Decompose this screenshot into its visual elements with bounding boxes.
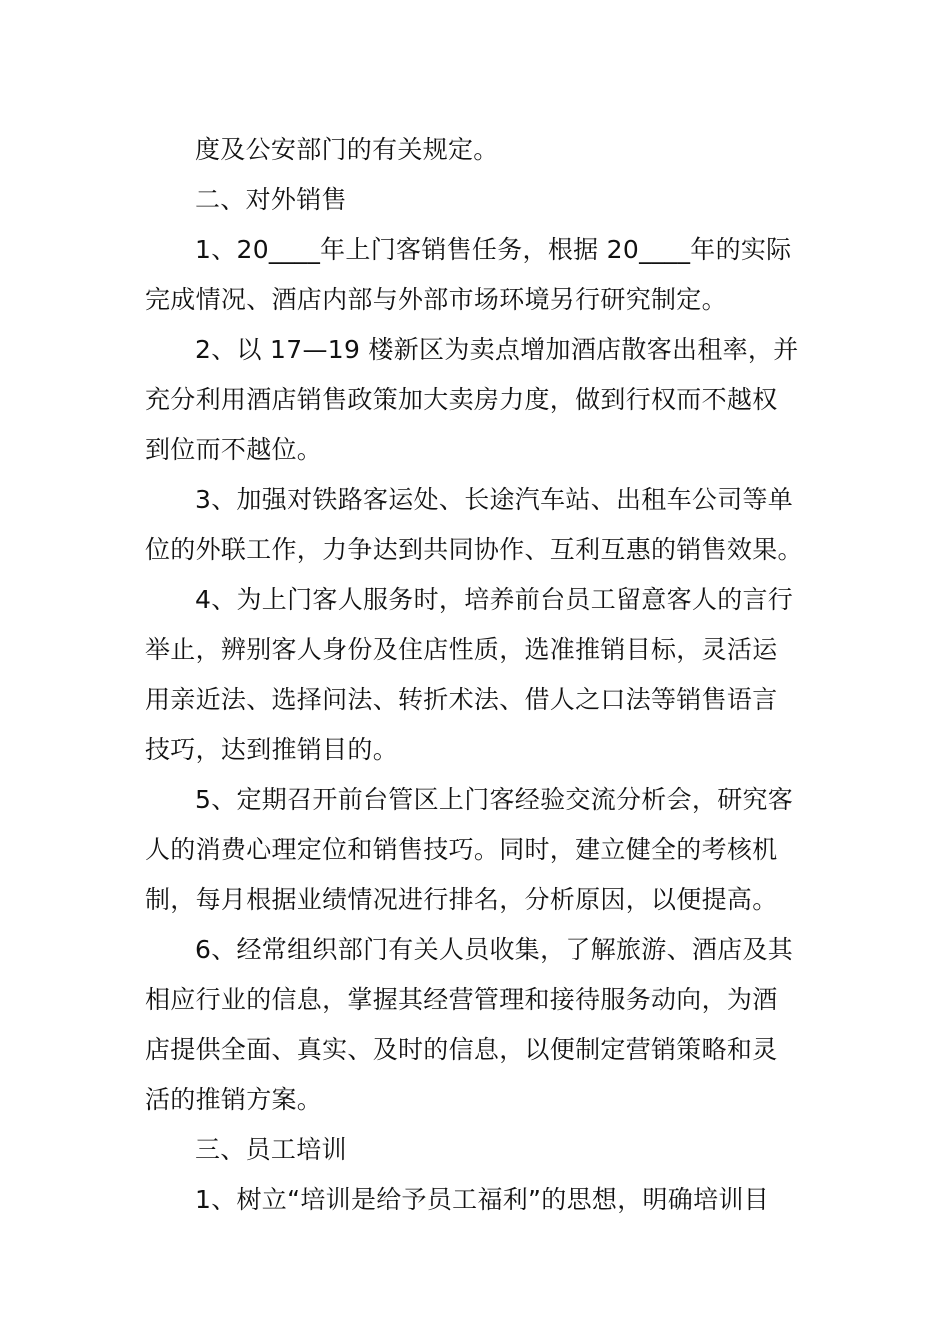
section-heading: 二、对外销售 [195, 185, 347, 214]
text-line: 6、经常组织部门有关人员收集，了解旅游、酒店及其 [195, 935, 794, 964]
text-line: 1、20____年上门客销售任务，根据 20____年的实际 [195, 235, 792, 264]
text-line: 活的推销方案。 [145, 1085, 323, 1114]
text-line: 3、加强对铁路客运处、长途汽车站、出租车公司等单 [195, 485, 794, 514]
text-line: 5、定期召开前台管区上门客经验交流分析会，研究客 [195, 785, 794, 814]
text-line: 1、树立“培训是给予员工福利”的思想，明确培训目 [195, 1185, 770, 1214]
text-line: 充分利用酒店销售政策加大卖房力度，做到行权而不越权 [145, 385, 778, 414]
text-line: 店提供全面、真实、及时的信息，以便制定营销策略和灵 [145, 1035, 778, 1064]
text-line: 举止，辨别客人身份及住店性质，选准推销目标，灵活运 [145, 635, 778, 664]
text-line: 制，每月根据业绩情况进行排名，分析原因，以便提高。 [145, 885, 778, 914]
text-line: 相应行业的信息，掌握其经营管理和接待服务动向，为酒 [145, 985, 778, 1014]
text-line: 人的消费心理定位和销售技巧。同时，建立健全的考核机 [145, 835, 778, 864]
text-line: 位的外联工作，力争达到共同协作、互利互惠的销售效果。 [145, 535, 803, 564]
section-heading: 三、员工培训 [195, 1135, 347, 1164]
text-line: 2、以 17—19 楼新区为卖点增加酒店散客出租率，并 [195, 335, 799, 364]
text-line: 4、为上门客人服务时，培养前台员工留意客人的言行 [195, 585, 794, 614]
text-line: 用亲近法、选择问法、转折术法、借人之口法等销售语言 [145, 685, 778, 714]
text-line: 技巧，达到推销目的。 [145, 735, 399, 764]
text-line: 度及公安部门的有关规定。 [195, 135, 499, 164]
text-line: 完成情况、酒店内部与外部市场环境另行研究制定。 [145, 285, 727, 314]
text-line: 到位而不越位。 [145, 435, 323, 464]
